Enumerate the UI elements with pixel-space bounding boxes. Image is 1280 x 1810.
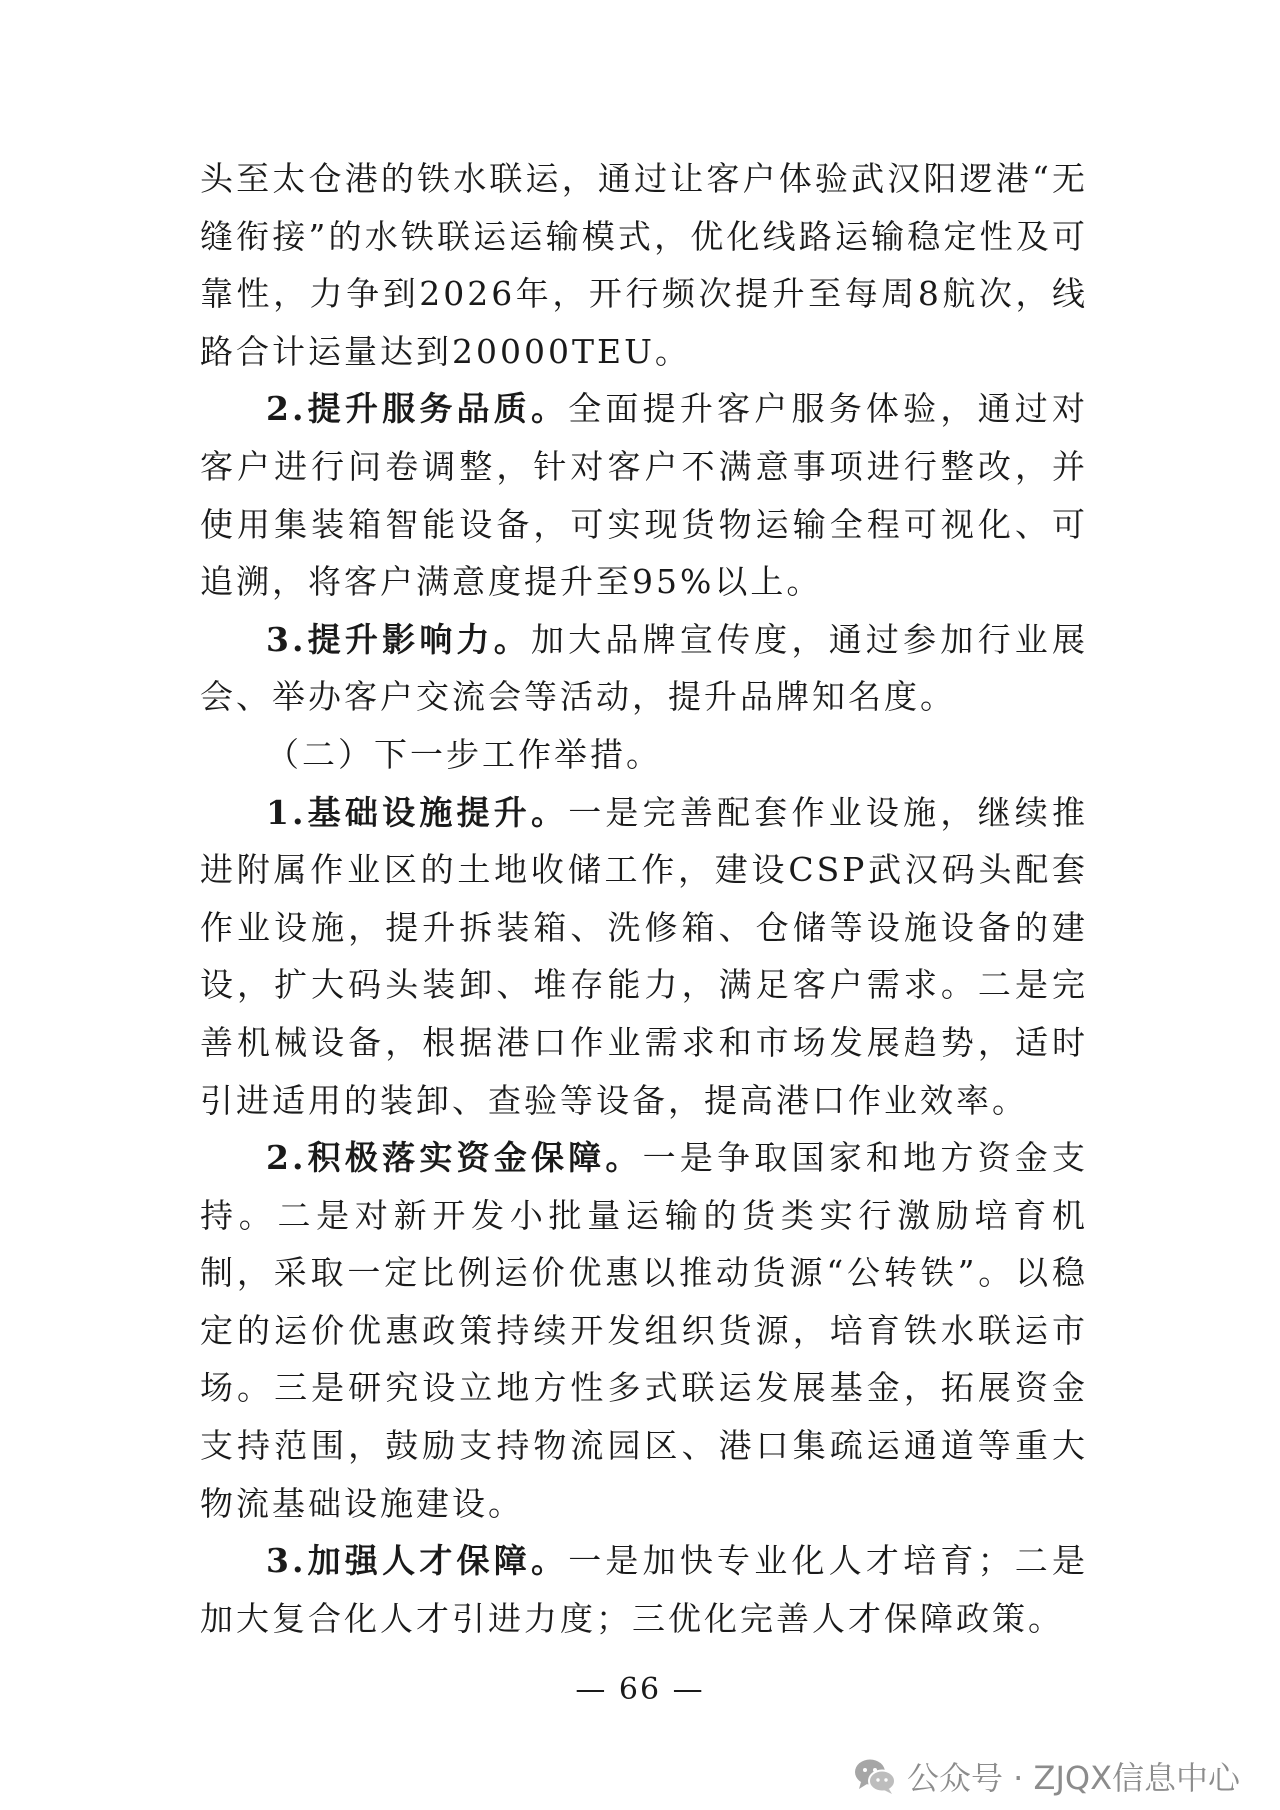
paragraph-funding: [200, 1129, 1088, 1532]
paragraph-text: 加大品牌宣传度，通过参加行业展会、举办客户交流会等活动，提升品牌知名度。: [200, 619, 1089, 717]
paragraph-heading: 3.加强人才保障。: [266, 1541, 569, 1581]
paragraph-text: 全面提升客户服务体验，通过对客户进行问卷调整，针对客户不满意事项进行整改，并使用集装箱智能设备，可实现货物运输全程可视化、可追溯，将客户满意度提升至95%以上。: [200, 389, 1089, 602]
paragraph-text: 一是完善配套作业设施，继续推进附属作业区的土地收储工作，建设CSP武汉码头配套作业设施，提升拆装箱、洗修箱、仓储等设施设备的建设，扩大码头装卸、堆存能力，满足客户需求。二是完善机械设备，根据港口作业需求和市场发展趋势，适时引进适用的装卸、查验等设备，提高港口作业效率。: [200, 792, 1089, 1120]
paragraph-text: 一是争取国家和地方资金支持。二是对新开发小批量运输的货类实行激励培育机制，采取一定比例运价优惠以推动货源“公转铁”。以稳定的运价优惠政策持续开发组织货源，培育铁水联运市场。三是研究设立地方性多式联运发展基金，拓展资金支持范围，鼓励支持物流园区、港口集疏运通道等重大物流基础设施建设。: [200, 1138, 1089, 1523]
paragraph-continuation: [200, 150, 1088, 380]
paragraph-heading: 2.提升服务品质。: [266, 389, 569, 429]
watermark-label: 公众号 · ZJQX信息中心: [907, 1759, 1240, 1797]
paragraph-influence: [200, 611, 1088, 726]
paragraph-heading: 1.基础设施提升。: [266, 792, 569, 832]
page-number: — 66 —: [575, 1672, 705, 1707]
paragraph-heading: 2.积极落实资金保障。: [266, 1138, 643, 1178]
paragraph-text: 头至太仓港的铁水联运，通过让客户体验武汉阳逻港“无缝衔接”的水铁联运运输模式，优化线路运输稳定性及可靠性，力争到2026年，开行频次提升至每周8航次，线路合计运量达到20000TEU。: [200, 159, 1088, 371]
paragraph-heading: 3.提升影响力。: [266, 619, 531, 659]
paragraph-text: （二）下一步工作举措。: [266, 734, 662, 774]
document-body: [200, 150, 1088, 1647]
watermark: [853, 1754, 1240, 1798]
paragraph-text: 一是加快专业化人才培育；二是加大复合化人才引进力度；三优化完善人才保障政策。: [200, 1541, 1089, 1638]
wechat-icon: [853, 1756, 897, 1796]
paragraph-service-quality: [200, 380, 1088, 610]
paragraph-infrastructure: [200, 784, 1088, 1130]
section-heading-next-steps: [200, 726, 1088, 784]
paragraph-talent: [200, 1532, 1088, 1647]
